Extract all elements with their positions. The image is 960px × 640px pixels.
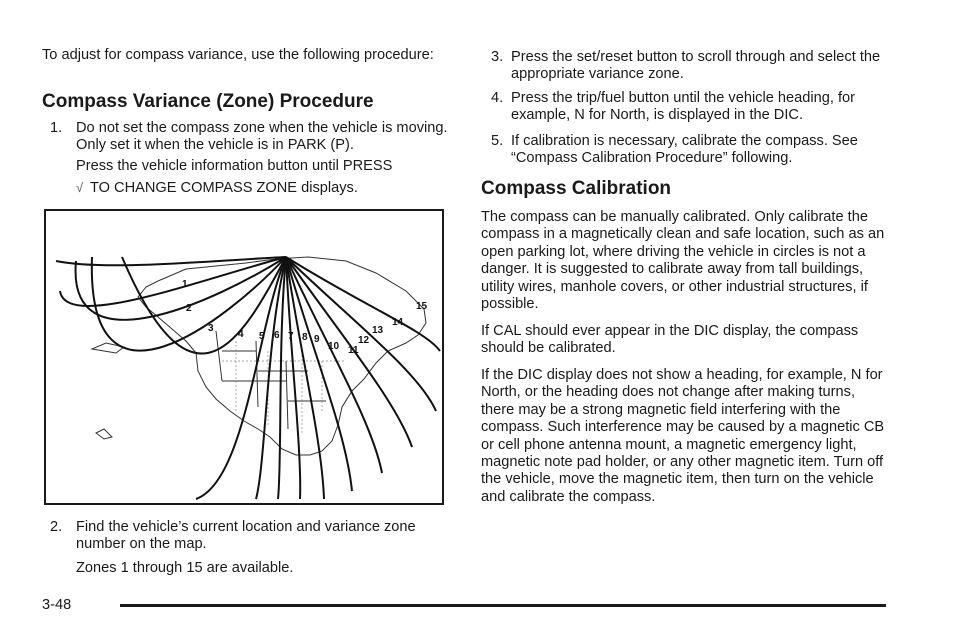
step-1-number: 1.: [50, 120, 63, 136]
isogonic-lines: [56, 257, 440, 499]
footer-rule: [120, 604, 886, 607]
step-3-number: 3.: [491, 49, 504, 65]
zone-label-3: 3: [208, 323, 214, 334]
step-5-text: If calibration is necessary, calibrate the compass. See “Compass Calibration Procedure” following.: [511, 133, 858, 167]
step-1-sub-1: Press the vehicle information button until PRESS: [76, 158, 393, 174]
zone-label-15: 15: [416, 301, 428, 312]
step-2-text: Find the vehicle’s current location and variance zone number on the map.: [76, 519, 416, 553]
step-3-text: Press the set/reset button to scroll through and select the appropriate variance zone.: [511, 49, 881, 83]
zone-label-9: 9: [314, 334, 320, 345]
step-1-sub-2-text: TO CHANGE COMPASS ZONE displays.: [90, 180, 358, 196]
step-1-sub-2: [76, 179, 451, 197]
step-5-number: 5.: [491, 133, 504, 149]
variance-heading: Compass Variance (Zone) Procedure: [42, 91, 374, 112]
zone-label-8: 8: [302, 332, 308, 343]
zone-label-12: 12: [358, 335, 370, 346]
zone-label-4: 4: [238, 329, 244, 340]
zone-label-1: 1: [182, 279, 188, 290]
zone-label-10: 10: [328, 341, 340, 352]
intro-text: To adjust for compass variance, use the following procedure:: [42, 47, 434, 63]
zone-label-7: 7: [288, 331, 294, 342]
compass-variance-map: [44, 209, 444, 505]
zone-label-11: 11: [348, 345, 359, 356]
zone-label-13: 13: [372, 325, 384, 336]
variance-zone-map: [46, 211, 442, 503]
page-number: 3-48: [42, 597, 72, 613]
calibration-heading: Compass Calibration: [481, 178, 672, 199]
calibration-paragraph-3: If the DIC display does not show a heading, for example, N for North, or the heading does not change after making turns, there may be a strong magnetic field interfering with the compass. Such interference may be caused by a magnetic CB or cell phone antenna mount, a magnetic emergency light, magnetic note pad holder, or any other magnetic item. Turn off the vehicle, move the magnetic item, then turn on the vehicle and calibrate the compass.: [481, 367, 885, 505]
zone-label-2: 2: [186, 303, 192, 314]
step-4-number: 4.: [491, 90, 504, 106]
calibration-paragraph-2: If CAL should ever appear in the DIC display, the compass should be calibrated.: [481, 323, 859, 357]
step-1-text: Do not set the compass zone when the vehicle is moving. Only set it when the vehicle is in PARK (P).: [76, 120, 448, 154]
zone-label-14: 14: [392, 317, 404, 328]
calibration-paragraph-1: The compass can be manually calibrated. Only calibrate the compass in a magnetically clean and safe location, such as an open parking lot, where driving the vehicle in circles is not a danger. It is suggested to calibrate away from tall buildings, utility wires, manhole covers, or other industrial structures, if possible.: [481, 209, 885, 313]
step-2-sub: Zones 1 through 15 are available.: [76, 560, 294, 576]
step-4-text: Press the trip/fuel button until the vehicle heading, for example, N for North, is displayed in the DIC.: [511, 90, 855, 124]
checkmark-icon: √: [76, 180, 84, 195]
step-2-number: 2.: [50, 519, 63, 535]
zone-label-6: 6: [274, 330, 280, 341]
zone-label-5: 5: [259, 331, 265, 342]
